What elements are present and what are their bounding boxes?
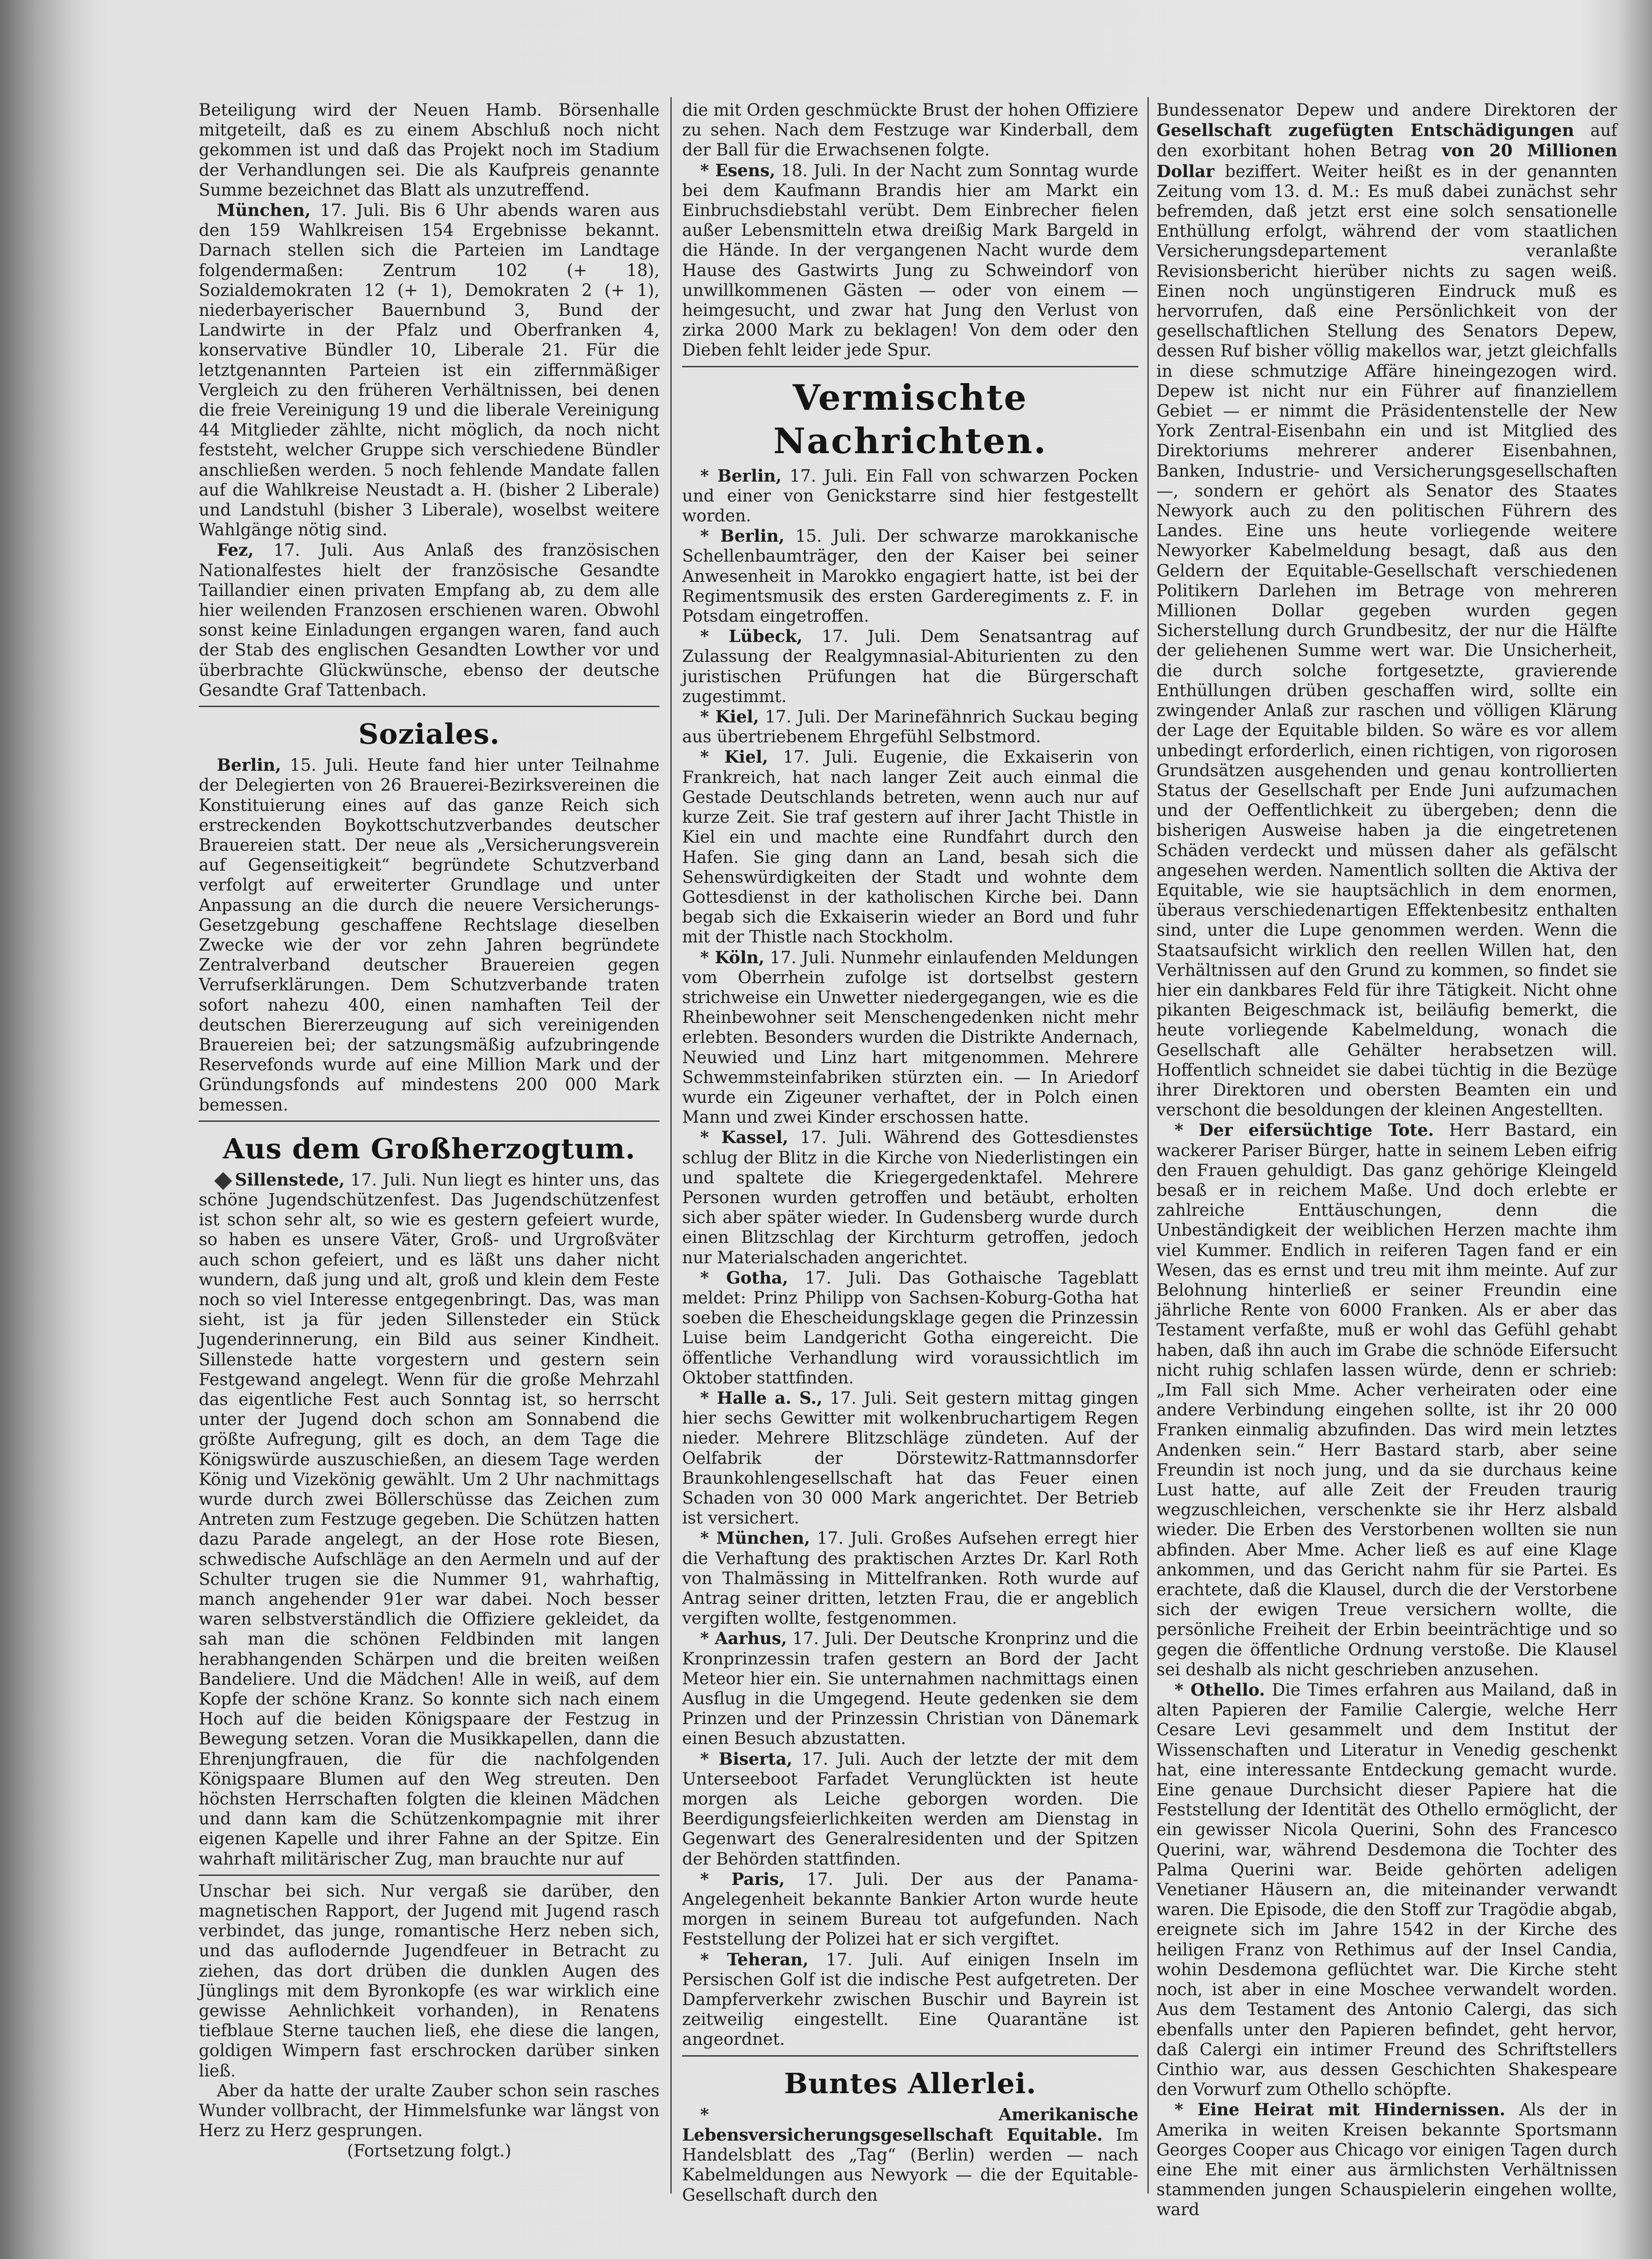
news-text: 15. Juli. Heute fand hier unter Teilnahme der Delegierten von 26 Brauerei-Bezirksvereinen die Konstituierung eines auf das ganze Reich sich erstreckenden Boykottschutzverbandes deutscher Brauereien statt. Der neue als „Versicherungsverein auf Gegenseitigkeit“ begründete Schutzverband verfolgt auf erweiterter Grundlage und unter Anpassung an die durch die neuere Versicherungs-Gesetzgebung geschaffene Rechtslage dieselben Zwecke wie der vor zehn Jahren begründete Zentralverband deutscher Brauereien gegen Verrufserklärungen. Dem Schutzverbande traten sofort nahezu 400, einen namhaften Teil der deutschen Biererzeugung auf sich vereinigenden Brauereien bei; der satzungsmäßig aufzubringende Reservefonds wurde auf eine Million Mark und der Gründungsfonds auf mindestens 200 000 Mark bemessen. bbox=[199, 755, 660, 1115]
section-heading-grossherzogtum: Aus dem Großherzogtum. bbox=[223, 1132, 636, 1165]
article-paragraph: die mit Orden geschmückte Brust der hohen Offiziere zu sehen. Nach dem Festzuge war Kinderball, dem der Ball für die Erwachsenen folgte. bbox=[682, 100, 1138, 160]
column-middle bbox=[682, 100, 1139, 2205]
section-divider bbox=[199, 706, 660, 707]
news-text: 17. Juli. Während des Gottesdienstes schlug der Blitz in die Kirche von Niederlistingen ein und spaltete die Kriegergedenktafel. Mehrere Personen wurden getroffen und betäubt, erholten sich aber später wieder. In Gudensberg wurde durch einen Blitzschlag der Kirchturm getroffen, jedoch nur Materialschaden angerichtet. bbox=[682, 1128, 1138, 1267]
dateline: * Berlin, bbox=[700, 526, 785, 546]
news-text: 17. Juli. Nunmehr einlaufenden Meldungen vom Oberrhein zufolge ist dortselbst gestern strichweise ein Unwetter niedergegangen, wie es die Rheinbewohner seit Menschengedenken nicht mehr erlebten. Besonders wurden die Distrikte Andernach, Neuwied und Linz hart mitgenommen. Mehrere Schwemmsteinfabriken stürzten ein. — In Ariedorf wurde ein Zigeuner verhaftet, der in Polch einen Mann und zwei Kinder erschossen hatte. bbox=[682, 947, 1139, 1127]
text-run: beziffert. Weiter heißt es in der genannten Zeitung vom 13. d. M.: Es muß dabei zunächst sehr befremden, daß jetzt erst eine solch sensationelle Enthüllung erfolgt, während der vom staatlichen Versicherungsdepartement veranlaßte Revisionsbericht hierüber nichts zu sagen weiß. Einen noch ungünstigeren Eindruck muß es hervorrufen, daß eine Persönlichkeit von der gesellschaftlichen Stellung des Senators Depew, dessen Ruf bisher völlig makellos war, jetzt gleichfalls in diese schmutzige Affäre hineingezogen wird. Depew ist nicht nur ein Führer auf finanziellem Gebiet — er nimmt die Präsidentenstelle der New York Zentral-Eisenbahn ein und ist Mitglied des Direktoriums mehrerer anderer Eisenbahnen, Banken, Industrie- und Versicherungsgesellschaften —, sondern er gehört als Senator des Staates Newyork auch zu den politischen Führern des Landes. Eine uns heute vorliegende weitere Newyorker Kabelmeldung besagt, daß aus den Geldern der Equitable-Gesellschaft verschiedenen Politikern Darlehen im Betrage von mehreren Millionen Dollar gegeben wurden gegen Sicherstellung durch Grundbesitz, der nur die Hälfte der geliehenen Summe wert war. Die Unsicherheit, die durch solche fortgesetzte, gravierende Enthüllungen drüben geschaffen wird, sollte ein zwingender Anlaß zur raschen und völligen Klärung der Lage der Equitable bilden. So wäre es vor allem unbedingt erforderlich, einen richtigen, von rigorosen Grundsätzen ausgehenden und genau kontrollierten Status der Gesellschaft per Ende Juni aufzumachen und der Oeffentlichkeit zu übergeben; denn die bisherigen Ausweise haben ja die eingetretenen Schäden verdeckt und müssen daher als gefälscht angesehen werden. Namentlich sollten die Aktiva der Equitable, wie sie hauptsächlich in dem enormen, überaus verschiedenartigen Effektenbesitz enthalten sind, unter die Lupe genommen werden. Wenn die Staatsaufsicht wirklich den reellen Willen hat, den Verhältnissen auf den Grund zu kommen, so findet sie hier ein dankbares Feld für ihre Tätigkeit. Nicht ohne pikanten Beigeschmack ist, beiläufig bemerkt, die heute vorliegende Kabelmeldung, wonach die Gesellschaft alle Gehälter herabsetzen will. Hoffentlich schneidet sie dabei tüchtig in die Bezüge ihrer Direktoren und obersten Beamten ein und verschont die besoldungen der kleinen Angestellten. bbox=[1156, 161, 1617, 1120]
news-item bbox=[199, 1170, 660, 1869]
news-item bbox=[682, 1749, 1138, 1869]
section-heading-soziales: Soziales. bbox=[358, 717, 500, 751]
news-text: 18. Juli. In der Nacht zum Sonntag wurde bei dem Kaufmann Brandis hier am Markt ein Einbruchsdiebstahl verübt. Dem Einbrecher fielen außer Lebensmitteln etwa dreißig Mark Bargeld in die Hände. In der vergangenen Nacht wurde dem Hause des Gastwirts Jung zu Schweindorf von unwillkommenen Gästen — oder von einem — heimgesucht, und zwar hat Jung den Verlust von zirka 2000 Mark zu beklagen! Von dem oder den Dieben fehlt leider jede Spur. bbox=[682, 160, 1138, 360]
news-item bbox=[682, 1869, 1138, 1950]
news-item bbox=[682, 747, 1138, 947]
feuilleton-divider bbox=[199, 1875, 660, 1876]
dateline: * Gotha, bbox=[700, 1267, 788, 1288]
news-text: 17. Juli. Großes Aufsehen erregt hier die Verhaftung des praktischen Arztes Dr. Karl Roth von Thalmässing in Mittelfranken. Roth wurde auf Antrag seiner dritten, letzten Frau, die er angeblich vergiften wollte, festgenommen. bbox=[682, 1528, 1138, 1628]
news-item bbox=[682, 626, 1138, 707]
news-item bbox=[1156, 2100, 1617, 2220]
dateline: Sillenstede, bbox=[235, 1169, 345, 1190]
news-item bbox=[682, 1127, 1138, 1267]
dateline: * Biserta, bbox=[700, 1748, 793, 1769]
binding-gutter bbox=[0, 0, 93, 2259]
dateline: * Lübeck, bbox=[700, 626, 803, 647]
news-item bbox=[1156, 1680, 1617, 2100]
text-run: auf den exorbitant hohen Betrag bbox=[1156, 121, 1617, 161]
dateline: München, bbox=[217, 200, 311, 220]
news-item bbox=[682, 1528, 1138, 1628]
news-text: Herr Bastard, ein wackerer Pariser Bürger, hatte in seinem Leben eifrig den Frauen gehuldigt. Das ganz gehörige Kleingeld besaß er in reichem Maße. Und doch erlebte er zahlreiche Enttäuschungen, denn die Unbeständigkeit der weiblichen Herzen machte ihm viel Kummer. Endlich in reiferen Tagen fand er ein Wesen, das es ernst und treu mit ihm meinte. Auf zur Belohnung hinterließ er seiner Freundin eine jährliche Rente von 6000 Franken. Als er aber das Testament verfaßte, muß er wohl das Gefühl gehabt haben, daß ihn auch im Grabe die schnöde Eifersucht nicht ruhig schlafen lassen würde, denn er schrieb: „Im Fall sich Mme. Acher verheiraten oder eine andere Verbindung eingehen sollte, ist ihr 20 000 Franken einmalig abzufinden. Das wird mein letztes Andenken sein.“ Herr Bastard starb, aber seine Freundin ist noch jung, und da sie durchaus keine Lust hatte, auf alle Zeit der Freuden traurig wegzuschleichen, verschenkte sie ihr Herz alsbald wieder. Die Erben des Verstorbenen wollten sie nun abfinden. Aber Mme. Acher ließ es auf eine Klage ankommen, und das Gericht nahm für sie Partei. Es erachtete, daß die Klausel, durch die der Verstorbene sich der ewigen Treue versichern wollte, die persönliche Freiheit der Erbin beeinträchtige und so gegen die öffentliche Ordnung verstoße. Die Klausel sei deshalb als nicht geschrieben anzusehen. bbox=[1156, 1120, 1617, 1679]
novel-paragraph: Aber da hatte der uralte Zauber schon sein rasches Wunder vollbracht, der Himmelsfunke war längst von Herz zu Herz gesprungen. bbox=[199, 2081, 660, 2141]
news-text: 17. Juli. Seit gestern mittag gingen hier sechs Gewitter mit wolkenbruchartigem Regen nieder. Mehrere Blitzschläge zündeten. Auf der Oelfabrik der Dörstewitz-Rattmannsdorfer Braunkohlengesellschaft hat das Feuer einen Schaden von 30 000 Mark angerichtet. Der Betrieb ist versichert. bbox=[682, 1388, 1138, 1528]
news-item bbox=[682, 2104, 1138, 2205]
news-text: Als der in Amerika in weiten Kreisen bekannte Sportsmann Georges Cooper aus Chicago vor einigen Tagen durch eine Ehe mit einer aus ärmlichsten Verhältnissen stammenden jungen Schauspielerin eingehen wollte, ward bbox=[1156, 2100, 1617, 2220]
news-text: 17. Juli. Auf einigen Inseln im Persischen Golf ist die indische Pest aufgetreten. Der Dampferverkehr zwischen Buschir und Bayrein ist zeitweilig eingestellt. Eine Quarantäne ist angeordnet. bbox=[682, 1950, 1138, 2049]
news-text: 17. Juli. Der Marinefähnrich Suckau beging aus übertriebenem Ehrgefühl Selbstmord. bbox=[682, 707, 1139, 747]
dateline: * Berlin, bbox=[700, 465, 782, 486]
news-text: Im Handelsblatt des „Tag“ (Berlin) werden — nach Kabelmeldungen aus Newyork — die der Equitable-Gesellschaft durch den bbox=[682, 2125, 1139, 2205]
news-text: 17. Juli. Das Gothaische Tageblatt meldet: Prinz Philipp von Sachsen-Koburg-Gotha hat soeben die Ehescheidungsklage gegen die Prinzessin Luise beim Landgericht Gotha eingereicht. Die öffentliche Verhandlung wird voraussichtlich im Oktober stattfinden. bbox=[682, 1268, 1138, 1387]
dateline: * München, bbox=[700, 1528, 810, 1548]
dateline: * Teheran, bbox=[700, 1949, 809, 1969]
continuation-note: (Fortsetzung folgt.) bbox=[347, 2141, 511, 2161]
news-item bbox=[682, 1950, 1138, 2050]
dateline: * Kassel, bbox=[700, 1127, 788, 1148]
news-text: 17. Juli. Der Deutsche Kronprinz und die Kronprinzessin trafen gestern an Bord der Jacht Meteor hier ein. Sie unternahmen nachmittags einen Ausflug in die Umgegend. Heute gedenken sie dem Prinzen und der Prinzessin Christian von Dänemark einen Besuch abzustatten. bbox=[682, 1629, 1138, 1748]
dateline: * Paris, bbox=[700, 1869, 785, 1889]
news-text: 17. Juli. Auch der letzte der mit dem Unterseeboot Farfadet Verunglückten ist heute morgen als Leiche geborgen worden. Die Beerdigungsfeierlichkeiten werden am Dienstag in Gegenwart des Generalresidenten und der Spitzen der Behörden stattfinden. bbox=[682, 1749, 1138, 1869]
column-rule bbox=[1147, 97, 1149, 2193]
column-right bbox=[1156, 100, 1617, 2220]
dateline: * Kiel, bbox=[700, 707, 759, 727]
dateline: * Köln, bbox=[700, 947, 765, 967]
dateline: Fez, bbox=[217, 540, 254, 560]
item-heading: * Othello. bbox=[1175, 1680, 1265, 1700]
emphasis: von 20 Millionen Dollar bbox=[1156, 141, 1617, 181]
emphasis: Gesellschaft zugefügten Entschädigungen bbox=[1156, 120, 1574, 141]
item-heading: * Eine Heirat mit Hindernissen. bbox=[1175, 2100, 1506, 2120]
section-heading-vermischte: Vermischte Nachrichten. bbox=[773, 377, 1048, 462]
column-rule bbox=[670, 97, 672, 2193]
article-paragraph: Beteiligung wird der Neuen Hamb. Börsenhalle mitgeteilt, daß es zu einem Abschluß noch nicht gekommen ist und daß das Projekt noch im Stadium der Verhandlungen sei. Die als Kaufpreis genannte Summe bezeichnet das Blatt als unzutreffend. bbox=[199, 100, 660, 200]
news-text: 17. Juli. Bis 6 Uhr abends waren aus den 159 Wahlkreisen 154 Ergebnisse bekannt. Darnach stellen sich die Parteien im Landtage folgendermaßen: Zentrum 102 (+ 18), Sozialdemokraten 12 (+ 1), Demokraten 2 (+ 1), niederbayerischer Bauernbund 3, Bund der Landwirte in der Pfalz und Oberfranken 4, konservative Bündler 10, Liberale 21. Für die letztgenannten Parteien ist ein ziffernmäßiger Vergleich zu den früheren Verhältnissen, bei denen die freie Vereinigung 19 und die liberale Vereinigung 44 Mitglieder zählte, nicht möglich, da noch nicht feststeht, welcher Gruppe sich verschiedene Bündler anschließen werden. 5 noch fehlende Mandate fallen auf die Wahlkreise Neustadt a. H. (bisher 2 Liberale) und Landstuhl (bisher 3 Liberale), woselbst weitere Wahlgänge nötig sind. bbox=[199, 201, 660, 540]
news-item bbox=[682, 707, 1138, 747]
news-item bbox=[1156, 1120, 1617, 1680]
section-divider bbox=[199, 1120, 660, 1122]
news-text: 17. Juli. Ein Fall von schwarzen Pocken und einer von Genickstarre sind hier festgestellt worden. bbox=[682, 466, 1138, 526]
news-item bbox=[199, 540, 660, 700]
dateline: * Esens, bbox=[700, 160, 776, 180]
dateline: * Aarhus, bbox=[700, 1628, 787, 1649]
novel-paragraph: Unschar bei sich. Nur vergaß sie darüber, den magnetischen Rapport, der Jugend mit Jugend rasch verbindet, das junge, romantische Herz neben sich, und das auflodernde Jugendfeuer in Betracht zu ziehen, das dort drüben die dunklen Augen des Jünglings mit dem Byronkopfe (es war wirklich eine gewisse Aehnlichkeit vorhanden), in Renatens tiefblaue Sterne tauchen ließ, ehe diese die langen, goldigen Wimpern fast erschrocken darüber sinken ließ. bbox=[199, 1881, 660, 2081]
news-text: 17. Juli. Eugenie, die Exkaiserin von Frankreich, hat nach langer Zeit auch einmal die Gestade Deutschlands betreten, wenn auch nur auf kurze Zeit. Sie traf gestern auf ihrer Jacht Thistle in Kiel ein und machte eine Rundfahrt durch den Hafen. Sie ging dann an Land, besah sich die Sehenswürdigkeiten der Stadt und wohnte dem Gottesdienst in der katholischen Kirche bei. Dann begab sich die Exkaiserin wieder an Bord und fuhr mit der Thistle nach Stockholm. bbox=[682, 747, 1139, 947]
ornament-icon bbox=[214, 1172, 232, 1190]
text-run: Bundessenator Depew und andere Direktoren der bbox=[1156, 100, 1617, 120]
news-item bbox=[199, 200, 660, 540]
news-text: Die Times erfahren aus Mailand, daß in alten Papieren der Familie Calergie, welche Herr Cesare Levi gesammelt und dem Institut der Wissenschaften und Literatur in Venedig geschenkt hat, eine interessante Entdeckung gemacht wurde. Eine genaue Durchsicht dieser Papiere hat die Feststellung der Identität des Othello ermöglicht, der ein gewisser Nicola Querini, Sohn des Francesco Querini, war, während Desdemona die Tochter des Palma Querini war. Beide gehörten adeligen Venetianer Häusern an, die miteinander verwandt waren. Die Episode, die den Stoff zur Tragödie abgab, ereignete sich im Jahre 1542 in der Kirche des heiligen Franz von Rethimus auf der Insel Candia, wohin Desdemona geflüchtet war. Die Kirche steht noch, ist aber in eine Moschee verwandelt worden. Aus dem Testament des Antonio Calergi, das sich ebenfalls unter den Papieren befindet, geht hervor, daß Calergi ein intimer Freund des Schriftstellers Cinthio war, aus dessen Geschichten Shakespeare den Vorwurf zum Othello schöpfte. bbox=[1156, 1680, 1617, 2100]
news-item bbox=[682, 466, 1138, 526]
news-item bbox=[682, 526, 1138, 626]
news-text: 15. Juli. Der schwarze marokkanische Schellenbaumträger, den der Kaiser bei seiner Anwesenheit in Marokko engagiert hatte, ist bei der Regimentsmusik des ersten Garderegiments z. F. in Potsdam eingetroffen. bbox=[682, 526, 1138, 626]
section-divider bbox=[682, 2055, 1138, 2057]
news-item bbox=[682, 1628, 1138, 1748]
article-paragraph bbox=[1156, 100, 1617, 1120]
news-text: 17. Juli. Nun liegt es hinter uns, das schöne Jugendschützenfest. Das Jugendschützenfest ist schon sehr alt, so wie es gestern gefeiert wurde, so haben es unsere Väter, Groß- und Urgroßväter auch schon gefeiert, und es läßt uns daher nicht wundern, daß jung und alt, groß und klein dem Feste noch so viel Interesse entgegenbringt. Das, was man sieht, ist ja für jeden Sillensteder ein Stück Jugenderinnerung, ein Bild aus seiner Kindheit. Sillenstede hatte vorgestern und gestern sein Festgewand angelegt. Wenn für die große Mehrzahl das eigentliche Fest auch Sonntag ist, so herrscht unter der Jugend doch schon am Sonnabend die größte Aufregung, gilt es doch, an dem Tage die Königswürde auszuschießen, an diesem Tage werden König und Vizekönig gewählt. Um 2 Uhr nachmittags wurde durch zwei Böllerschüsse das Zeichen zum Antreten zum Festzuge gegeben. Die Schützen hatten dazu Parade angelegt, an der Hose rote Biesen, schwedische Aufschläge an den Aermeln und auf der Schulter trugen sie die Nummer 91, wahrhaftig, manch angehender 91er war dabei. Noch besser waren selbstverständlich die Offiziere gekleidet, da sah man die schönen Feldbinden mit langen herabhangenden Schärpen und die breiten weißen Bandeliere. Und die Mädchen! Alle in weiß, auf dem Kopfe der schöne Kranz. So konnte sich nach einem Hoch auf die beiden Königspaare der Festzug in Bewegung setzen. Voran die Musikkapellen, dann die Ehrenjungfrauen, die für die nachfolgenden Königspaare Blumen auf den Weg streuten. Den höchsten Herrschaften folgten die kleinen Mädchen und dann kam die Schützenkompagnie mit ihrer eigenen Kapelle und ihrer Fahne an der Spitze. Ein wahrhaft militärischer Zug, man brauchte nur auf bbox=[199, 1170, 660, 1869]
news-text: 17. Juli. Dem Senatsantrag auf Zulassung der Realgymnasial-Abiturienten zu den juristischen Prüfungen hat die Bürgerschaft zugestimmt. bbox=[682, 627, 1138, 706]
dateline: * Kiel, bbox=[700, 747, 768, 767]
news-item bbox=[199, 755, 660, 1115]
dateline: Berlin, bbox=[217, 755, 281, 775]
news-item bbox=[682, 947, 1138, 1128]
section-divider bbox=[682, 366, 1138, 367]
news-item bbox=[682, 1268, 1138, 1388]
item-heading: * Der eifersüchtige Tote. bbox=[1175, 1120, 1434, 1140]
section-heading-buntes: Buntes Allerlei. bbox=[784, 2067, 1037, 2100]
news-text: 17. Juli. Der aus der Panama-Angelegenheit bekannte Bankier Arton wurde heute morgen in seinem Bureau tot aufgefunden. Nach Feststellung der Polizei hat er sich vergiftet. bbox=[682, 1869, 1138, 1949]
item-heading: * Amerikanische Lebensversicherungsgesellschaft Equitable. bbox=[682, 2104, 1138, 2145]
news-item bbox=[682, 160, 1138, 361]
column-left bbox=[199, 100, 660, 2192]
news-text: 17. Juli. Aus Anlaß des französischen Nationalfestes hielt der französische Gesandte Taillandier einen privaten Empfang ab, zu dem alle hier weilenden Franzosen erschienen waren. Obwohl sonst keine Einladungen ergangen waren, fand auch der Stab des englischen Gesandten Lowther vor und überbrachte Glückwünsche, ebenso der deutsche Gesandte Graf Tattenbach. bbox=[199, 540, 660, 700]
dateline: * Halle a. S., bbox=[700, 1387, 823, 1408]
news-item bbox=[682, 1388, 1138, 1528]
